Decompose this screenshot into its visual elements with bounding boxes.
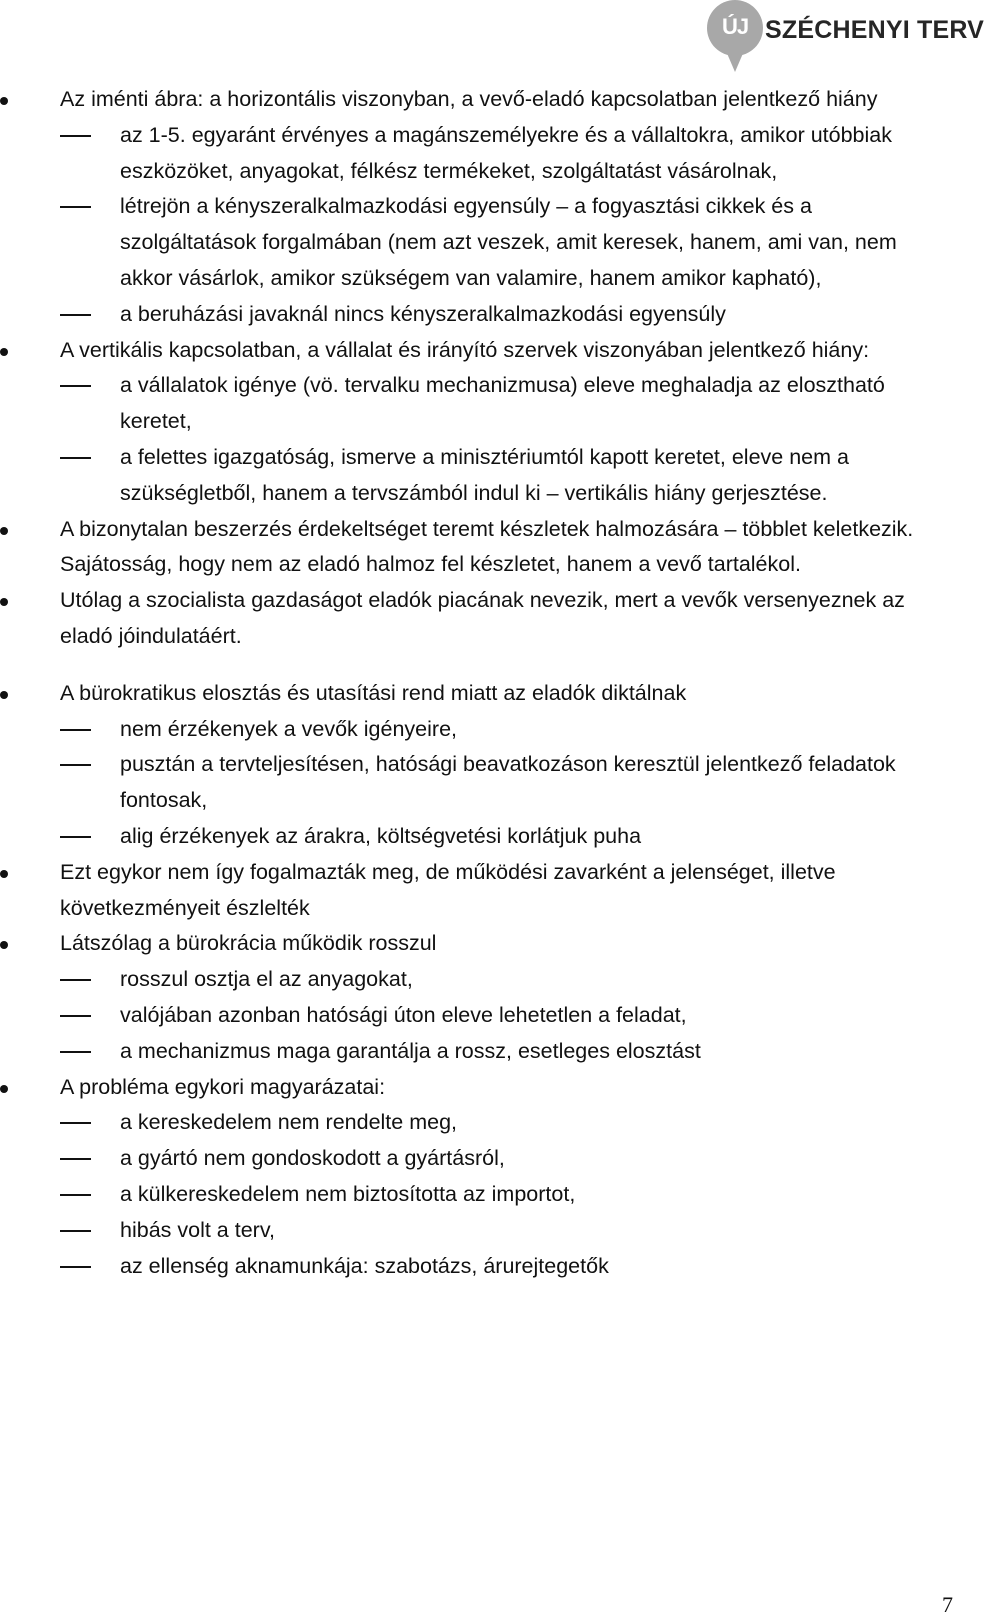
- page-number: 7: [942, 1592, 953, 1617]
- item-text: Az iménti ábra: a horizontális viszonyban, a vevő-eladó kapcsolatban jelentkező hiány: [60, 87, 878, 111]
- sub-bullet-item: [0, 712, 960, 748]
- bullet-list: [0, 82, 960, 1284]
- sub-bullet-item: [0, 440, 960, 512]
- item-text: a gyártó nem gondoskodott a gyártásról,: [120, 1146, 505, 1171]
- sub-bullet-item: [0, 368, 960, 440]
- dash-icon: [60, 1051, 91, 1053]
- sub-bullet-item: [0, 1105, 960, 1141]
- bullet-dot-icon: [0, 348, 8, 356]
- item-text: Látszólag a bürokrácia működik rosszul: [60, 931, 437, 956]
- item-text: rosszul osztja el az anyagokat,: [120, 967, 413, 992]
- item-text: a felettes igazgatóság, ismerve a minisztériumtól kapott keretet, eleve nem a szükségletből, hanem a tervszámból indul ki – vertikális hiány gerjesztése.: [120, 444, 849, 505]
- dash-icon: [60, 457, 91, 459]
- bullet-dot-icon: [0, 941, 8, 949]
- sub-bullet-item: [0, 1213, 960, 1249]
- bullet-item: [0, 82, 960, 118]
- sub-bullet-item: [0, 189, 960, 296]
- item-text: a mechanizmus maga garantálja a rossz, esetleges elosztást: [120, 1038, 701, 1063]
- dash-icon: [60, 729, 91, 731]
- bullet-item: [0, 855, 960, 927]
- item-text: A probléma egykori magyarázatai:: [60, 1074, 386, 1099]
- bullet-item: [0, 333, 960, 369]
- sub-bullet-item: [0, 747, 960, 819]
- item-text: A bürokratikus elosztás és utasítási rend miatt az eladók diktálnak: [60, 680, 687, 705]
- dash-icon: [60, 1266, 91, 1268]
- item-text: a külkereskedelem nem biztosította az importot,: [120, 1181, 576, 1206]
- item-text: létrejön a kényszeralkalmazkodási egyensúly – a fogyasztási cikkek és a szolgáltatások forgalmában (nem azt veszek, amit keresek, hanem, ami van, nem akkor vásárlok, amikor szükségem van valamire, hanem amikor kapható),: [120, 194, 897, 290]
- item-text: pusztán a tervteljesítésen, hatósági beavatkozáson keresztül jelentkező feladatok fontosak,: [120, 752, 896, 813]
- item-text: A vertikális kapcsolatban, a vállalat és irányító szervek viszonyában jelentkező hiány:: [60, 337, 870, 362]
- sub-bullet-item: [0, 1141, 960, 1177]
- item-text: az 1-5. egyaránt érvényes a magánszemélyekre és a vállaltokra, amikor utóbbiak eszközöket, anyagokat, félkész termékeket, szolgáltatást vásárolnak,: [120, 122, 892, 183]
- item-text: nem érzékenyek a vevők igényeire,: [120, 716, 458, 741]
- dash-icon: [60, 385, 91, 387]
- bullet-item: [0, 676, 960, 712]
- dash-icon: [60, 1230, 91, 1232]
- szechenyi-terv-logo: [703, 0, 984, 82]
- bullet-dot-icon: [0, 598, 8, 606]
- dash-icon: [60, 979, 91, 981]
- dash-icon: [60, 206, 91, 208]
- dash-icon: [60, 836, 91, 838]
- item-text: a kereskedelem nem rendelte meg,: [120, 1110, 458, 1135]
- dash-icon: [60, 1194, 91, 1196]
- item-text: a beruházási javaknál nincs kényszeralkalmazkodási egyensúly: [120, 301, 726, 326]
- sub-bullet-item: [0, 998, 960, 1034]
- sub-bullet-item: [0, 1249, 960, 1285]
- sub-bullet-item: [0, 1034, 960, 1070]
- item-text: A bizonytalan beszerzés érdekeltséget teremt készletek halmozására – többlet keletkezik. Sajátosság, hogy nem az eladó halmoz fel készletet, hanem a vevő tartalékol.: [60, 516, 914, 577]
- location-pin-icon: [707, 0, 763, 72]
- logo-text: SZÉCHENYI TERV: [765, 16, 984, 44]
- sub-bullet-item: [0, 297, 960, 333]
- sub-bullet-item: [0, 962, 960, 998]
- bullet-dot-icon: [0, 691, 8, 699]
- dash-icon: [60, 135, 91, 137]
- dash-icon: [60, 314, 91, 316]
- bullet-dot-icon: [0, 527, 8, 535]
- bullet-item: [0, 583, 960, 655]
- item-text: Ezt egykor nem így fogalmazták meg, de működési zavarként a jelenséget, illetve következményeit észlelték: [60, 859, 836, 920]
- bullet-item: [0, 1070, 960, 1106]
- item-text: hibás volt a terv,: [120, 1217, 275, 1242]
- item-text: az ellenség aknamunkája: szabotázs, árurejtegetők: [120, 1253, 609, 1278]
- sub-bullet-item: [0, 118, 960, 190]
- bullet-item: [0, 926, 960, 962]
- dash-icon: [60, 764, 91, 766]
- item-text: valójában azonban hatósági úton eleve lehetetlen a feladat,: [120, 1002, 687, 1027]
- section-gap: [0, 655, 960, 676]
- item-text: a vállalatok igénye (vö. tervalku mechanizmusa) eleve meghaladja az elosztható keretet,: [120, 373, 885, 434]
- item-text: alig érzékenyek az árakra, költségvetési korlátjuk puha: [120, 823, 642, 848]
- bullet-dot-icon: [0, 1085, 8, 1093]
- logo-badge: ÚJ: [721, 14, 749, 39]
- bullet-dot-icon: [0, 870, 8, 878]
- bullet-dot-icon: [0, 97, 8, 105]
- sub-bullet-item: [0, 819, 960, 855]
- dash-icon: [60, 1158, 91, 1160]
- sub-bullet-item: [0, 1177, 960, 1213]
- item-text: Utólag a szocialista gazdaságot eladók piacának nevezik, mert a vevők versenyeznek az eladó jóindulatáért.: [60, 588, 905, 648]
- bullet-item: [0, 512, 960, 584]
- dash-icon: [60, 1015, 91, 1017]
- dash-icon: [60, 1122, 91, 1124]
